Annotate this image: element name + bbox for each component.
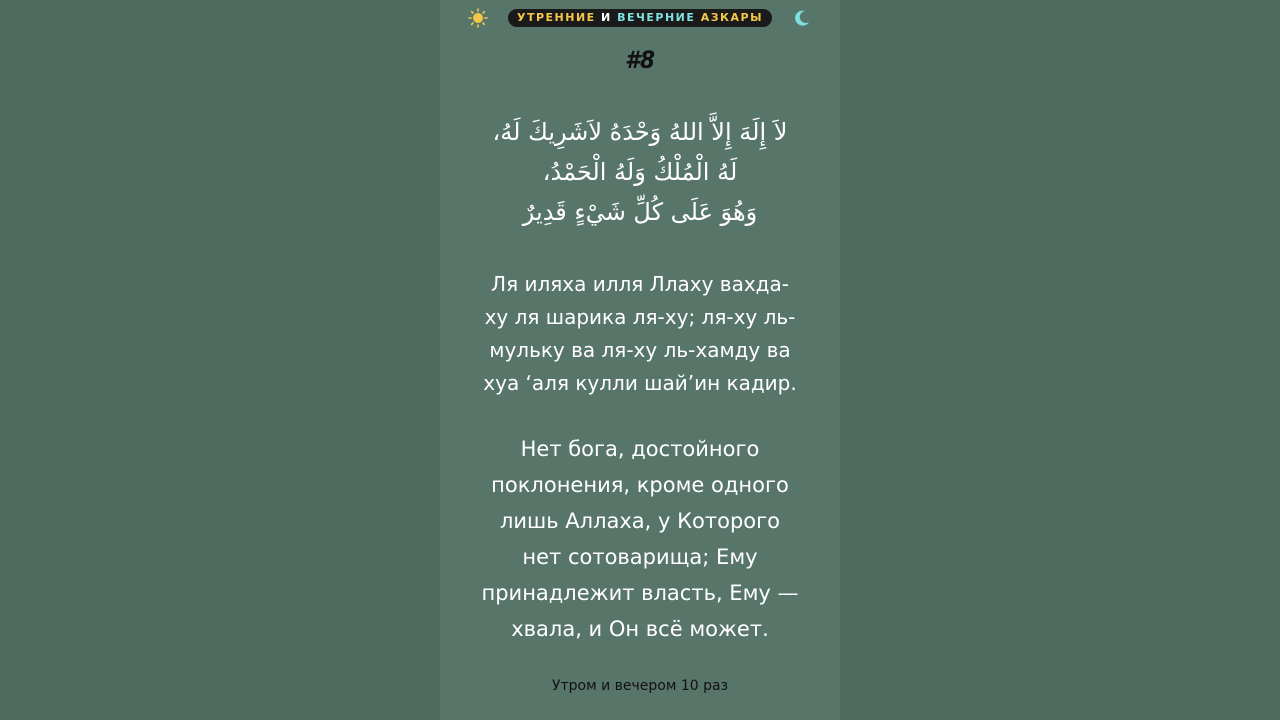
translation-line: нет сотоварища; Ему [522,545,758,569]
arabic-text [460,112,820,232]
title-pill [508,9,772,27]
sun-icon [468,8,488,28]
arabic-line: لَهُ الْمُلْكُ وَلَهُ الْحَمْدُ، [542,158,738,186]
translation-line: принадлежит власть, Ему — [481,581,799,605]
title-word-3: ВЕЧЕРНИЕ [617,11,696,24]
arabic-line: وَهُوَ عَلَى كُلِّ شَيْءٍ قَدِيرٌ [522,198,758,226]
transliteration-line: ху ля шарика ля-ху; ля-ху ль- [484,305,796,329]
translation-line: лишь Аллаха, у Которого [499,509,781,533]
transliteration-line: Ля иляха илля Ллаху вахда- [491,272,789,296]
translation-line: хвала, и Он всё может. [511,617,769,641]
translation-line: поклонения, кроме одного [491,473,789,497]
translation-text [450,431,830,647]
title-word-2: И [601,11,612,24]
transliteration-line: мульку ва ля-ху ль-хамду ва [489,338,791,362]
left-background [0,0,440,720]
transliteration-line: хуа ‘аля кулли шай’ин кадир. [483,371,797,395]
translation-line: Нет бога, достойного [520,437,760,461]
repetition-note: Утром и вечером 10 раз [551,678,729,694]
moon-icon [792,8,812,28]
dhikr-number: #8 [624,46,656,74]
transliteration-text [460,268,820,400]
header [440,6,840,30]
title-word-1: УТРЕННИЕ [516,11,596,24]
title-word-4: АЗКАРЫ [700,11,764,24]
arabic-line: لاَ إِلَهَ إِلاَّ اللهُ وَحْدَهُ لاَشَرِيكَ لَهُ، [492,118,788,146]
azkar-card [440,0,840,720]
right-background [840,0,1280,720]
